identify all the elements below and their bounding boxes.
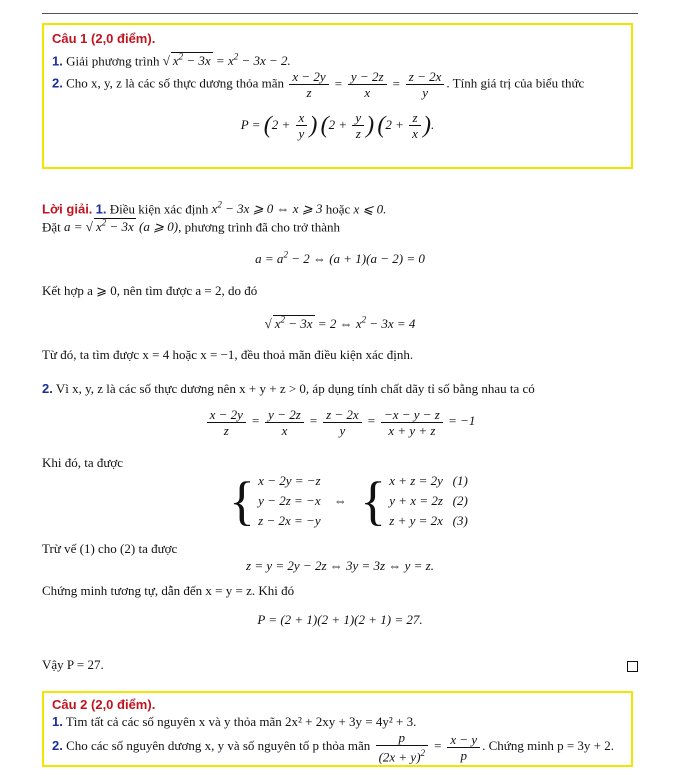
solution-line-4: Từ đó, ta tìm được x = 4 hoặc x = −1, đều thoả mãn điều kiện xác định. [42,347,414,362]
solution-line-6: Khi đó, ta được [42,455,124,470]
equation-p-value: P = (2 + 1)(2 + 1)(2 + 1) = 27. [257,612,423,627]
solution-line-3: Kết hợp a ⩾ 0, nên tìm được a = 2, do đó [42,283,258,298]
problem-1-title: Câu 1 (2,0 điểm). [52,31,156,46]
top-rule [42,13,638,14]
equation-ratio: $\frac{x - 2y}{z}$ = $\frac{y - 2z}{x}$ = $\frac{z - 2x}{y}$ = $\frac{-x - y - z}{x + y + z}$ = −1 [0,407,680,438]
problem-1-question-2: 2. Cho x, y, z là các số thực dương thỏa mãn $\frac{x - 2y}{z}$ = $\frac{y - 2z}{x}$ = $\frac{z - 2x}{y}$ . Tính giá trị của biểu thức [52,69,585,101]
problem-2-question-2: 2. Cho các số nguyên dương x, y và số nguyên tố p thỏa mãn $\frac{p}{(2x + y)^2}$ = $\frac{x - y}{p}$ . Chứng minh p = 3y + 2. [52,730,614,765]
equation-subtract: z = y = 2y − 2z ⇔ 3y = 3z ⇔ y = z. [246,558,434,573]
solution-line-8: Chứng minh tương tự, dẫn đến x = y = z. Khi đó [42,583,295,598]
qed-square-icon [627,661,638,672]
solution-line-9: Vậy P = 27. [42,657,104,672]
solution-line-5: 2. Vì x, y, z là các số thực dương nên x + y + z > 0, áp dụng tính chất dãy tỉ số bằng nhau ta có [42,381,535,396]
equation-system: { x − 2y = −z y − 2z = −x z − 2x = −y ⇔ { x + z = 2y (1) y + x = 2z (2) z + y = 2x (3) [229,471,468,531]
problem-2-box [42,691,633,767]
solution-line-2: Đặt a = √ $x^2 - 3x$ (a ⩾ 0), phương trình đã cho trở thành [42,218,341,235]
problem-2-title: Câu 2 (2,0 điểm). [52,697,156,712]
solution-header: Lời giải. [42,201,93,217]
solution-line-1: Lời giải. 1. Điều kiện xác định $x^2 - 3x$ ⩾ 0 ⇔ x ⩾ 3 hoặc x ⩽ 0. [42,200,387,217]
solution-line-7: Trừ vế (1) cho (2) ta được [42,541,178,556]
problem-1-question-1: 1. Giải phương trình √ $x^2 - 3x = x^2 - 3x - 2$. [52,52,291,69]
problem-1-expression-p: P = (2 + $\frac{x}{y}$ ) (2 + $\frac{y}{z}$ ) (2 + $\frac{z}{x}$ ). [240,110,435,142]
problem-1-box [42,23,633,169]
problem-2-question-1: 1. Tìm tất cả các số nguyên x và y thỏa mãn 2x² + 2xy + 3y = 4y² + 3. [52,714,417,729]
equation-sqrt: √ $x^2 - 3x = 2$ ⇔ $x^2 - 3x = 4$ [264,315,416,332]
equation-a: $a = a^2 - 2$ ⇔ (a + 1)(a − 2) = 0 [255,250,425,267]
